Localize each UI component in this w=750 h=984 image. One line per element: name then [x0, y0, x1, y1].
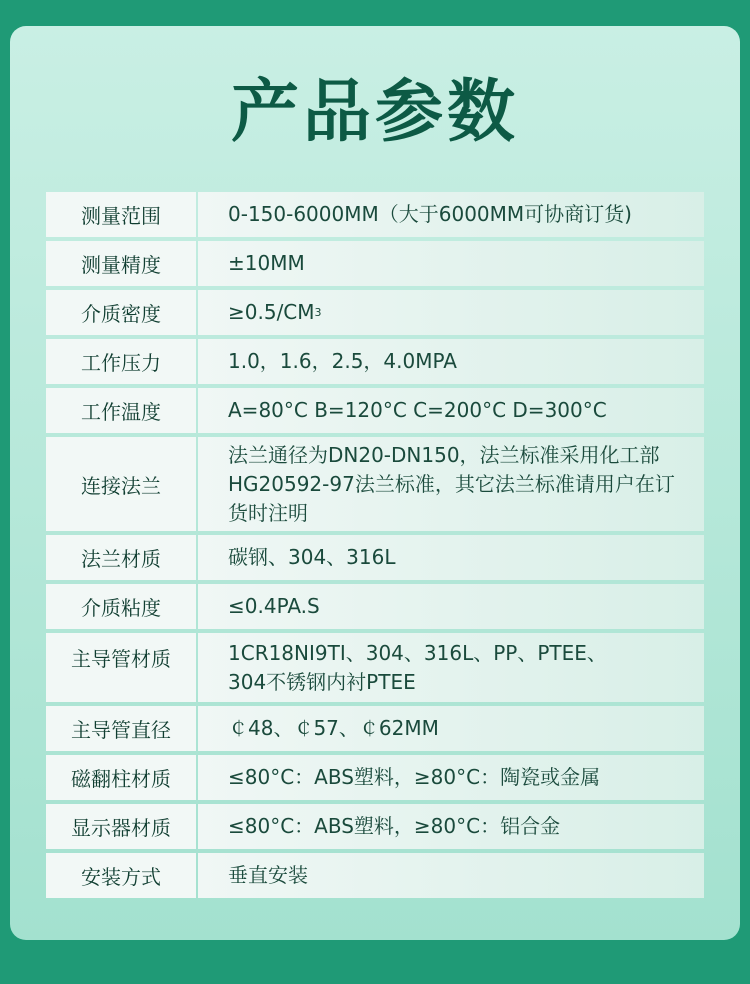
row-label: 测量范围 — [46, 192, 196, 237]
table-row — [46, 584, 704, 629]
row-value: 垂直安装 — [198, 853, 704, 898]
row-value: 碳钢、304、316L — [198, 535, 704, 580]
row-value: ≤80°C：ABS塑料，≥80°C：陶瓷或金属 — [198, 755, 704, 800]
row-value-superscript: 3 — [314, 306, 322, 319]
row-value — [198, 290, 704, 335]
table-row — [46, 388, 704, 433]
table-row — [46, 241, 704, 286]
row-label: 连接法兰 — [46, 437, 196, 531]
row-label: 工作温度 — [46, 388, 196, 433]
row-value: 1.0，1.6，2.5，4.0MPA — [198, 339, 704, 384]
row-label: 磁翻柱材质 — [46, 755, 196, 800]
row-value: ±10MM — [198, 241, 704, 286]
table-row — [46, 706, 704, 751]
table-row — [46, 339, 704, 384]
page-title: 产品参数 — [230, 73, 519, 152]
row-value: 法兰通径为DN20-DN150，法兰标准采用化工部HG20592-97法兰标准，其它法兰标准请用户在订货时注明 — [198, 437, 704, 531]
row-value: A=80°C B=120°C C=200°C D=300°C — [198, 388, 704, 433]
row-label: 工作压力 — [46, 339, 196, 384]
row-value: 0-150-6000MM（大于6000MM可协商订货) — [198, 192, 704, 237]
row-value: ≤80°C：ABS塑料，≥80°C：铝合金 — [198, 804, 704, 849]
row-label: 主导管材质 — [46, 633, 196, 702]
table-row — [46, 437, 704, 531]
row-label: 法兰材质 — [46, 535, 196, 580]
table-row — [46, 192, 704, 237]
row-label: 安装方式 — [46, 853, 196, 898]
row-label: 主导管直径 — [46, 706, 196, 751]
table-row — [46, 755, 704, 800]
row-label: 显示器材质 — [46, 804, 196, 849]
row-label: 介质密度 — [46, 290, 196, 335]
row-value-text: ≥0.5/CM — [228, 300, 315, 324]
table-row — [46, 853, 704, 898]
row-value: 1CR18NI9TI、304、316L、PP、PTEE、304不锈钢内衬PTEE — [198, 633, 704, 702]
table-row — [46, 804, 704, 849]
table-row — [46, 633, 704, 702]
row-label: 介质粘度 — [46, 584, 196, 629]
parameter-table — [46, 192, 704, 902]
table-row — [46, 535, 704, 580]
row-label: 测量精度 — [46, 241, 196, 286]
row-value: ￠48、￠57、￠62MM — [198, 706, 704, 751]
table-row — [46, 290, 704, 335]
row-value: ≤0.4PA.S — [198, 584, 704, 629]
